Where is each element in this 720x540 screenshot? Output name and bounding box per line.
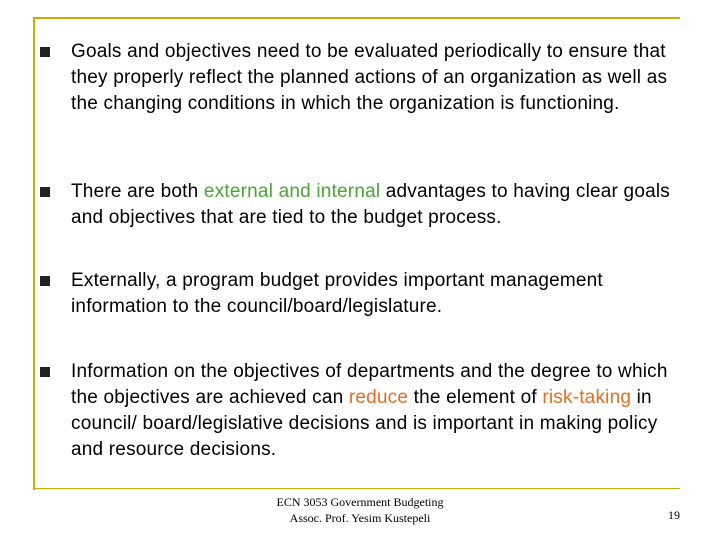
bullet-text: [71, 359, 671, 463]
footer-divider: [33, 488, 680, 489]
highlighted-text: external and internal: [203, 181, 381, 202]
footer-author: Assoc. Prof. Yesim Kustepeli: [289, 511, 431, 525]
square-bullet-icon: [40, 276, 50, 286]
square-bullet-icon: [40, 367, 50, 377]
bullet-text-segment: in council/ board/legislative decisions and is important in making policy and resource decisions.: [71, 387, 658, 460]
page-number: 19: [668, 508, 680, 522]
bullet-text-segment: Information on the objectives of departments and the degree to which the objectives are achieved can: [71, 361, 668, 408]
bullet-text: [71, 179, 671, 231]
bullet-text-segment: There are both: [71, 181, 204, 202]
bullet-text-segment: the element of: [408, 387, 543, 408]
bullet-text: [71, 39, 671, 117]
footer-course: ECN 3053 Government Budgeting: [276, 495, 444, 509]
square-bullet-icon: [40, 187, 50, 197]
bullet-text-segment: Goals and objectives need to be evaluated periodically to ensure that they properly reflect the planned actions of an organization as well as the changing conditions in which the organization is functioning.: [71, 41, 668, 114]
square-bullet-icon: [40, 47, 50, 57]
frame-top-line: [33, 17, 680, 19]
bullet-text: [71, 268, 671, 320]
footer: [230, 494, 490, 526]
highlighted-text: risk-taking: [542, 387, 632, 408]
frame-left-line: [33, 17, 35, 490]
highlighted-text: reduce: [348, 387, 409, 408]
bullet-text-segment: Externally, a program budget provides important management information to the council/board/legislature.: [71, 270, 603, 317]
bullet-text-segment: advantages to having clear goals and objectives that are tied to the budget process.: [71, 181, 670, 228]
